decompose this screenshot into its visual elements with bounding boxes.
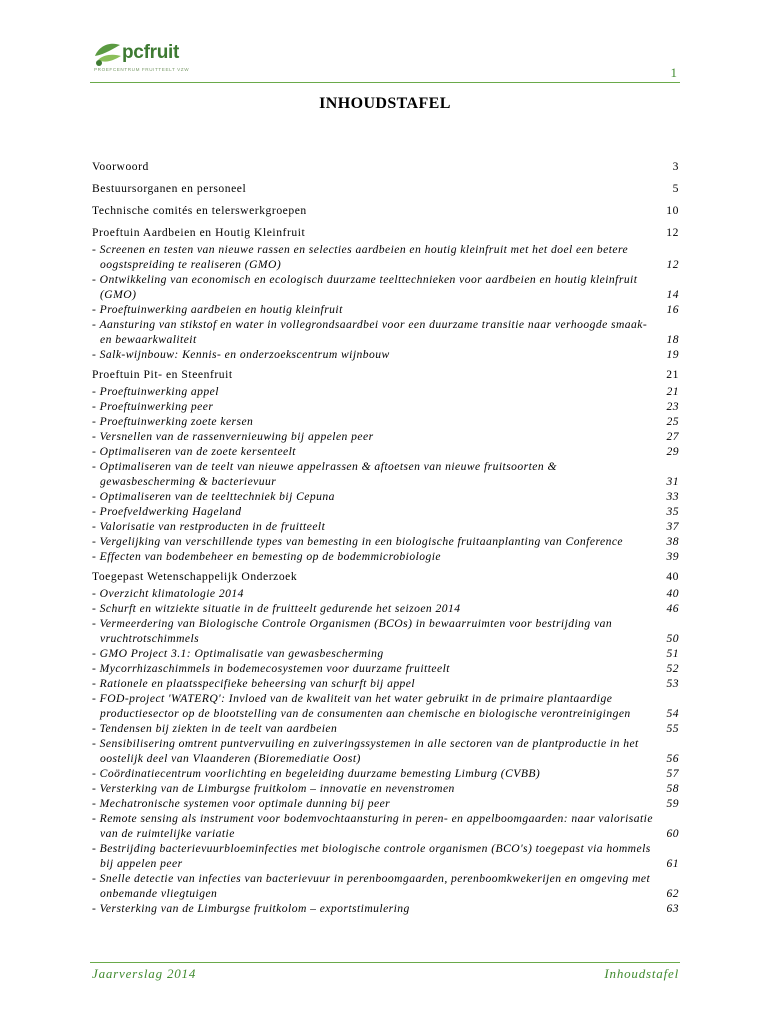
toc-entry[interactable] bbox=[92, 302, 679, 317]
logo-name: pcfruit bbox=[122, 42, 180, 63]
table-of-contents bbox=[92, 159, 679, 921]
toc-entry[interactable] bbox=[92, 534, 679, 549]
toc-entry-title: - Overzicht klimatologie 2014 bbox=[92, 586, 244, 600]
toc-page-number: 3 bbox=[672, 160, 679, 173]
toc-entry[interactable] bbox=[92, 504, 679, 519]
toc-section-heading[interactable] bbox=[92, 203, 679, 220]
toc-entry[interactable] bbox=[92, 601, 679, 616]
toc-section-title: Toegepast Wetenschappelijk Onderzoek bbox=[92, 570, 298, 583]
toc-page-number: 10 bbox=[666, 204, 679, 217]
toc-page-number: 55 bbox=[666, 721, 679, 735]
toc-page-number: 38 bbox=[666, 534, 679, 548]
toc-page-number: 21 bbox=[666, 368, 679, 381]
toc-entry-title: - GMO Project 3.1: Optimalisatie van gewasbescherming bbox=[92, 646, 384, 660]
toc-entry[interactable] bbox=[92, 781, 679, 796]
toc-entry-title: - Sensibilisering omtrent puntvervuiling en zuiveringssystemen in alle sectoren van de plantproductie in het oostelijk deel van Vlaanderen (Bioremediatie Oost) bbox=[92, 736, 639, 765]
toc-entry[interactable] bbox=[92, 646, 679, 661]
toc-page-number: 40 bbox=[666, 570, 679, 583]
toc-entry-title: - Aansturing van stikstof en water in vollegrondsaardbei voor een duurzame transitie naar verhoogde smaak- en bewaarkwaliteit bbox=[92, 317, 648, 346]
toc-entry-title: - Versnellen van de rassenvernieuwing bij appelen peer bbox=[92, 429, 374, 443]
toc-entry-title: - Proeftuinwerking peer bbox=[92, 399, 214, 413]
toc-entry-title: - Rationele en plaatsspecifieke beheersing van schurft bij appel bbox=[92, 676, 416, 690]
toc-section-heading[interactable] bbox=[92, 159, 679, 176]
logo-subtext: PROEFCENTRUM FRUITTEELT VZW bbox=[94, 67, 190, 72]
toc-page-number: 50 bbox=[666, 631, 679, 645]
toc-page-number: 57 bbox=[666, 766, 679, 780]
toc-entry[interactable] bbox=[92, 399, 679, 414]
footer-report-title: Jaarverslag 2014 bbox=[92, 966, 197, 981]
toc-entry-title: - Vergelijking van verschillende types van bemesting in een biologische fruitaanplanting van Conference bbox=[92, 534, 624, 548]
toc-entry-title: - Effecten van bodembeheer en bemesting op de bodemmicrobiologie bbox=[92, 549, 442, 563]
toc-page-number: 12 bbox=[666, 257, 679, 271]
toc-page-number: 37 bbox=[666, 519, 679, 533]
toc-section-heading[interactable] bbox=[92, 367, 679, 384]
toc-section bbox=[92, 569, 679, 916]
toc-page-number: 16 bbox=[666, 302, 679, 316]
toc-section-title: Voorwoord bbox=[92, 160, 149, 173]
toc-section bbox=[92, 225, 679, 362]
toc-entry-title: - Coördinatiecentrum voorlichting en begeleiding duurzame bemesting Limburg (CVBB) bbox=[92, 766, 541, 780]
toc-entry[interactable] bbox=[92, 736, 679, 766]
toc-entry[interactable] bbox=[92, 429, 679, 444]
toc-entry-title: - Screenen en testen van nieuwe rassen en selecties aardbeien en houtig kleinfruit met het doel een betere oogstspreiding te realiseren (GMO) bbox=[92, 242, 629, 271]
toc-entry-title: - Versterking van de Limburgse fruitkolom – innovatie en nevenstromen bbox=[92, 781, 455, 795]
toc-entry-title: - Schurft en witziekte situatie in de fruitteelt gedurende het seizoen 2014 bbox=[92, 601, 461, 615]
toc-entry-title: - Optimaliseren van de teelttechniek bij Cepuna bbox=[92, 489, 335, 503]
toc-section bbox=[92, 159, 679, 176]
toc-section bbox=[92, 367, 679, 564]
toc-section bbox=[92, 181, 679, 198]
toc-entry-title: - Salk-wijnbouw: Kennis- en onderzoekscentrum wijnbouw bbox=[92, 347, 390, 361]
toc-section-heading[interactable] bbox=[92, 225, 679, 242]
toc-entry-title: - Proeftuinwerking zoete kersen bbox=[92, 414, 254, 428]
toc-page-number: 40 bbox=[666, 586, 679, 600]
toc-entry[interactable] bbox=[92, 444, 679, 459]
toc-entry[interactable] bbox=[92, 549, 679, 564]
toc-entry[interactable] bbox=[92, 661, 679, 676]
page-title: INHOUDSTAFEL bbox=[319, 95, 451, 112]
toc-page-number: 62 bbox=[666, 886, 679, 900]
toc-entry[interactable] bbox=[92, 796, 679, 811]
toc-page-number: 60 bbox=[666, 826, 679, 840]
toc-entry-title: - Remote sensing als instrument voor bodemvochtaansturing in peren- en appelboomgaarden: naar valorisatie van de ruimtelijke variatie bbox=[92, 811, 653, 840]
toc-entry[interactable] bbox=[92, 317, 679, 347]
toc-entry-title: - Vermeerdering van Biologische Controle Organismen (BCOs) in bewaarruimten voor bestrijding van vruchtrotschimmels bbox=[92, 616, 613, 645]
toc-section-heading[interactable] bbox=[92, 569, 679, 586]
toc-entry[interactable] bbox=[92, 586, 679, 601]
toc-entry-title: - Mechatronische systemen voor optimale dunning bij peer bbox=[92, 796, 391, 810]
toc-page-number: 19 bbox=[666, 347, 679, 361]
toc-page-number: 56 bbox=[666, 751, 679, 765]
pcfruit-logo bbox=[92, 40, 202, 78]
toc-page-number: 5 bbox=[672, 182, 679, 195]
toc-page-number: 54 bbox=[666, 706, 679, 720]
toc-section-heading[interactable] bbox=[92, 181, 679, 198]
toc-section-title: Proeftuin Aardbeien en Houtig Kleinfruit bbox=[92, 226, 306, 239]
toc-page-number: 27 bbox=[666, 429, 679, 443]
toc-entry[interactable] bbox=[92, 841, 679, 871]
toc-section bbox=[92, 203, 679, 220]
toc-entry-title: - Proefveldwerking Hageland bbox=[92, 504, 242, 518]
header-divider bbox=[90, 82, 680, 83]
toc-entry[interactable] bbox=[92, 811, 679, 841]
toc-entry[interactable] bbox=[92, 519, 679, 534]
toc-entry[interactable] bbox=[92, 384, 679, 399]
leaf-icon bbox=[92, 40, 124, 68]
footer-section-name: Inhoudstafel bbox=[604, 966, 679, 981]
toc-page-number: 59 bbox=[666, 796, 679, 810]
toc-entry-title: - Snelle detectie van infecties van bacterievuur in perenboomgaarden, perenboomkwekerijen en omgeving met onbemande vliegtuigen bbox=[92, 871, 651, 900]
toc-page-number: 29 bbox=[666, 444, 679, 458]
toc-entry-title: - Valorisatie van restproducten in de fruitteelt bbox=[92, 519, 326, 533]
toc-entry[interactable] bbox=[92, 459, 679, 489]
toc-entry-title: - Proeftuinwerking appel bbox=[92, 384, 219, 398]
toc-entry-title: - Mycorrhizaschimmels in bodemecosystemen voor duurzame fruitteelt bbox=[92, 661, 450, 675]
toc-page-number: 53 bbox=[666, 676, 679, 690]
toc-entry-title: - Tendensen bij ziekten in de teelt van aardbeien bbox=[92, 721, 338, 735]
toc-entry[interactable] bbox=[92, 616, 679, 646]
toc-entry[interactable] bbox=[92, 901, 679, 916]
toc-entry-title: - Proeftuinwerking aardbeien en houtig kleinfruit bbox=[92, 302, 343, 316]
toc-section-title: Technische comités en telerswerkgroepen bbox=[92, 204, 307, 217]
toc-entry[interactable] bbox=[92, 489, 679, 504]
toc-page-number: 51 bbox=[666, 646, 679, 660]
toc-page-number: 46 bbox=[666, 601, 679, 615]
toc-section-title: Bestuursorganen en personeel bbox=[92, 182, 247, 195]
toc-entry[interactable] bbox=[92, 691, 679, 721]
toc-entry-title: - Versterking van de Limburgse fruitkolom – exportstimulering bbox=[92, 901, 410, 915]
toc-entry-title: - FOD-project 'WATERQ': Invloed van de kwaliteit van het water gebruikt in de primaire plantaardige productiesector op de blootstelling van de consumenten aan chemische en biologische verontreinigingen bbox=[92, 691, 631, 720]
toc-entry-title: - Optimaliseren van de teelt van nieuwe appelrassen & aftoetsen van nieuwe fruitsoorten & gewasbescherming & bacterievuur bbox=[92, 459, 557, 488]
footer-divider bbox=[90, 962, 680, 963]
toc-entry-title: - Bestrijding bacterievuurbloeminfecties met biologische controle organismen (BCO's) toegepast via hommels bij appelen peer bbox=[92, 841, 651, 870]
toc-page-number: 33 bbox=[666, 489, 679, 503]
toc-page-number: 12 bbox=[666, 226, 679, 239]
toc-page-number: 23 bbox=[666, 399, 679, 413]
toc-page-number: 18 bbox=[666, 332, 679, 346]
toc-entry[interactable] bbox=[92, 414, 679, 429]
toc-page-number: 63 bbox=[666, 901, 679, 915]
toc-entry[interactable] bbox=[92, 766, 679, 781]
toc-page-number: 52 bbox=[666, 661, 679, 675]
toc-page-number: 25 bbox=[666, 414, 679, 428]
toc-page-number: 35 bbox=[666, 504, 679, 518]
toc-page-number: 31 bbox=[666, 474, 679, 488]
toc-entry[interactable] bbox=[92, 871, 679, 901]
page-number: 1 bbox=[670, 65, 677, 80]
toc-page-number: 21 bbox=[666, 384, 679, 398]
toc-section-title: Proeftuin Pit- en Steenfruit bbox=[92, 368, 233, 381]
toc-entry[interactable] bbox=[92, 272, 679, 302]
toc-entry[interactable] bbox=[92, 676, 679, 691]
toc-page-number: 58 bbox=[666, 781, 679, 795]
toc-entry[interactable] bbox=[92, 242, 679, 272]
toc-entry-title: - Optimaliseren van de zoete kersenteelt bbox=[92, 444, 296, 458]
toc-entry-title: - Ontwikkeling van economisch en ecologisch duurzame teelttechnieken voor aardbeien en houtig kleinfruit (GMO) bbox=[92, 272, 638, 301]
toc-entry[interactable] bbox=[92, 347, 679, 362]
toc-page-number: 14 bbox=[666, 287, 679, 301]
toc-page-number: 39 bbox=[666, 549, 679, 563]
toc-page-number: 61 bbox=[666, 856, 679, 870]
toc-entry[interactable] bbox=[92, 721, 679, 736]
